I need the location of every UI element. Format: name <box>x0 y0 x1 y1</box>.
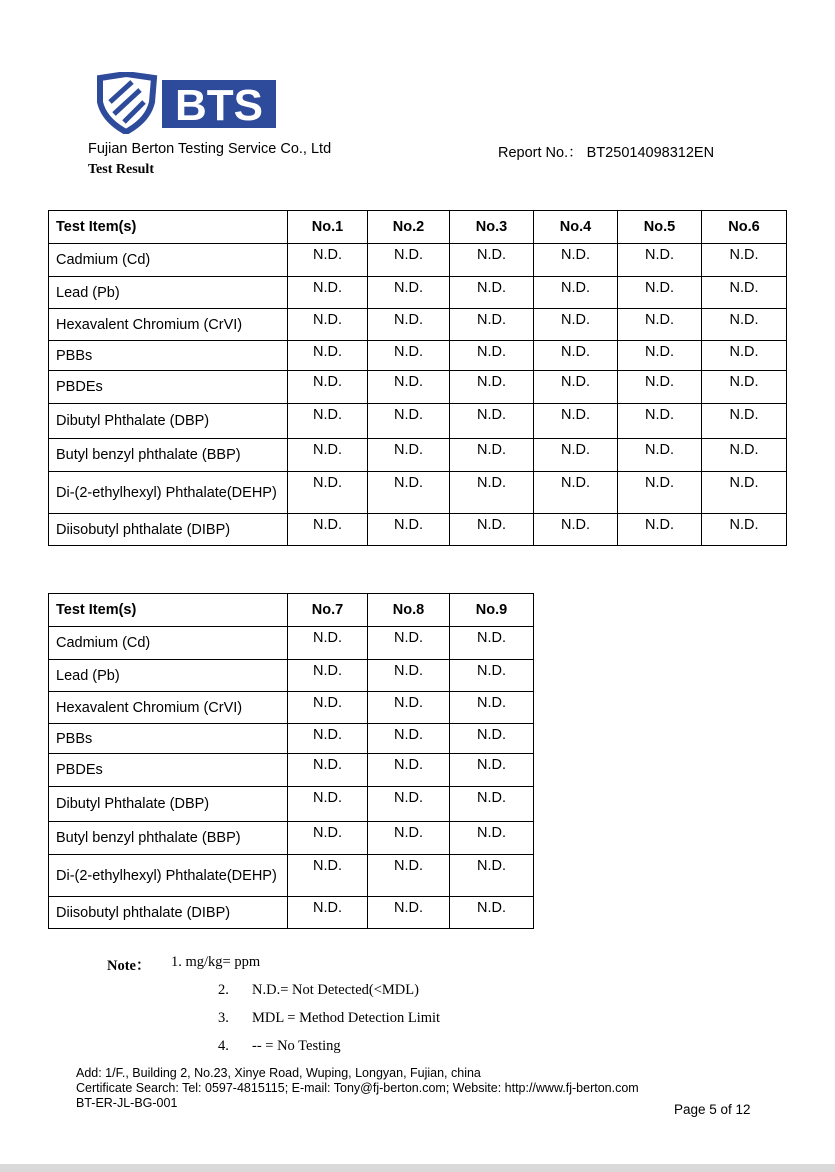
table-row <box>49 472 787 514</box>
column-header-item: Test Item(s) <box>49 211 288 244</box>
table-row <box>49 692 534 724</box>
bts-logo <box>96 72 276 134</box>
result-cell: N.D. <box>618 341 702 371</box>
result-cell: N.D. <box>534 472 618 514</box>
test-item-cell: Lead (Pb) <box>49 660 288 692</box>
result-cell: N.D. <box>534 404 618 439</box>
note-3: MDL = Method Detection Limit <box>252 1010 441 1026</box>
result-cell: N.D. <box>702 514 787 546</box>
result-cell: N.D. <box>288 724 368 754</box>
column-header-sample: No.1 <box>288 211 368 244</box>
result-cell: N.D. <box>450 787 534 822</box>
result-cell: N.D. <box>368 787 450 822</box>
result-cell: N.D. <box>450 472 534 514</box>
note-label: Note： <box>107 958 151 974</box>
result-cell: N.D. <box>534 371 618 404</box>
result-cell: N.D. <box>368 514 450 546</box>
result-cell: N.D. <box>368 692 450 724</box>
result-cell: N.D. <box>288 692 368 724</box>
note-2: N.D.= Not Detected(<MDL) <box>252 982 419 998</box>
test-item-cell: Di-(2-ethylhexyl) Phthalate(DEHP) <box>49 855 288 897</box>
result-cell: N.D. <box>450 754 534 787</box>
result-cell: N.D. <box>450 244 534 277</box>
result-cell: N.D. <box>450 627 534 660</box>
result-cell: N.D. <box>368 371 450 404</box>
result-cell: N.D. <box>618 404 702 439</box>
result-cell: N.D. <box>534 277 618 309</box>
result-cell: N.D. <box>288 822 368 855</box>
column-header-sample: No.4 <box>534 211 618 244</box>
result-cell: N.D. <box>288 404 368 439</box>
table-row <box>49 341 787 371</box>
company-name: Fujian Berton Testing Service Co., Ltd <box>88 141 332 157</box>
test-item-cell: Dibutyl Phthalate (DBP) <box>49 404 288 439</box>
result-cell: N.D. <box>288 439 368 472</box>
table-row <box>49 371 787 404</box>
result-cell: N.D. <box>450 371 534 404</box>
report-label: Report No.： <box>498 145 583 161</box>
result-cell: N.D. <box>534 341 618 371</box>
result-cell: N.D. <box>288 309 368 341</box>
result-cell: N.D. <box>618 371 702 404</box>
result-cell: N.D. <box>534 514 618 546</box>
test-item-cell: Lead (Pb) <box>49 277 288 309</box>
test-item-cell: PBBs <box>49 341 288 371</box>
table-row <box>49 754 534 787</box>
result-cell: N.D. <box>288 627 368 660</box>
result-cell: N.D. <box>288 472 368 514</box>
result-cell: N.D. <box>618 309 702 341</box>
column-header-sample: No.7 <box>288 594 368 627</box>
test-item-cell: Butyl benzyl phthalate (BBP) <box>49 822 288 855</box>
test-item-cell: Cadmium (Cd) <box>49 627 288 660</box>
table-row <box>49 724 534 754</box>
svg-text:BTS: BTS <box>175 81 263 130</box>
result-cell: N.D. <box>368 277 450 309</box>
result-cell: N.D. <box>368 754 450 787</box>
test-item-cell: Di-(2-ethylhexyl) Phthalate(DEHP) <box>49 472 288 514</box>
result-cell: N.D. <box>288 514 368 546</box>
result-cell: N.D. <box>450 514 534 546</box>
result-cell: N.D. <box>618 472 702 514</box>
column-header-sample: No.9 <box>450 594 534 627</box>
result-cell: N.D. <box>288 754 368 787</box>
table-row <box>49 277 787 309</box>
column-header-sample: No.3 <box>450 211 534 244</box>
test-item-cell: Hexavalent Chromium (CrVI) <box>49 309 288 341</box>
test-item-cell: Dibutyl Phthalate (DBP) <box>49 787 288 822</box>
result-cell: N.D. <box>618 244 702 277</box>
result-cell: N.D. <box>450 855 534 897</box>
result-cell: N.D. <box>702 277 787 309</box>
test-item-cell: Diisobutyl phthalate (DIBP) <box>49 897 288 929</box>
result-cell: N.D. <box>450 309 534 341</box>
note-2-number: 2. <box>218 982 229 998</box>
table-row <box>49 404 787 439</box>
table-row <box>49 787 534 822</box>
result-cell: N.D. <box>288 277 368 309</box>
result-cell: N.D. <box>288 660 368 692</box>
result-cell: N.D. <box>702 341 787 371</box>
result-cell: N.D. <box>368 439 450 472</box>
column-header-sample: No.2 <box>368 211 450 244</box>
table-row <box>49 822 534 855</box>
footer-contact: Certificate Search: Tel: 0597-4815115; E-mail: Tony@fj-berton.com; Website: http://www.fj-berton.com <box>76 1081 639 1095</box>
result-cell: N.D. <box>618 277 702 309</box>
result-cell: N.D. <box>288 787 368 822</box>
header-row <box>49 211 787 244</box>
report-number <box>498 141 714 162</box>
result-cell: N.D. <box>450 341 534 371</box>
result-cell: N.D. <box>534 439 618 472</box>
column-header-sample: No.6 <box>702 211 787 244</box>
result-cell: N.D. <box>368 309 450 341</box>
test-item-cell: Diisobutyl phthalate (DIBP) <box>49 514 288 546</box>
result-cell: N.D. <box>368 472 450 514</box>
test-item-cell: Hexavalent Chromium (CrVI) <box>49 692 288 724</box>
result-cell: N.D. <box>702 244 787 277</box>
result-cell: N.D. <box>368 660 450 692</box>
result-cell: N.D. <box>368 627 450 660</box>
test-item-cell: PBDEs <box>49 371 288 404</box>
column-header-sample: No.5 <box>618 211 702 244</box>
result-cell: N.D. <box>618 439 702 472</box>
result-cell: N.D. <box>702 439 787 472</box>
note-4: -- = No Testing <box>252 1038 341 1054</box>
table-row <box>49 309 787 341</box>
table-row <box>49 855 534 897</box>
result-cell: N.D. <box>368 855 450 897</box>
header-row <box>49 594 534 627</box>
results-table-1 <box>48 210 787 546</box>
table-row <box>49 660 534 692</box>
test-item-cell: Cadmium (Cd) <box>49 244 288 277</box>
result-cell: N.D. <box>702 472 787 514</box>
table-row <box>49 627 534 660</box>
note-4-number: 4. <box>218 1038 229 1054</box>
result-cell: N.D. <box>618 514 702 546</box>
column-header-sample: No.8 <box>368 594 450 627</box>
result-cell: N.D. <box>450 822 534 855</box>
result-cell: N.D. <box>288 371 368 404</box>
result-cell: N.D. <box>450 724 534 754</box>
result-cell: N.D. <box>702 371 787 404</box>
result-cell: N.D. <box>368 341 450 371</box>
result-cell: N.D. <box>450 660 534 692</box>
result-cell: N.D. <box>368 822 450 855</box>
result-cell: N.D. <box>288 855 368 897</box>
result-cell: N.D. <box>368 897 450 929</box>
test-item-cell: PBBs <box>49 724 288 754</box>
table-row <box>49 439 787 472</box>
result-cell: N.D. <box>450 439 534 472</box>
note-3-number: 3. <box>218 1010 229 1026</box>
result-cell: N.D. <box>702 309 787 341</box>
test-item-cell: Butyl benzyl phthalate (BBP) <box>49 439 288 472</box>
page-bottom-edge <box>0 1164 835 1172</box>
result-cell: N.D. <box>702 404 787 439</box>
report-value: BT25014098312EN <box>586 145 715 161</box>
section-title: Test Result <box>88 162 154 177</box>
column-header-item: Test Item(s) <box>49 594 288 627</box>
result-cell: N.D. <box>450 404 534 439</box>
result-cell: N.D. <box>450 897 534 929</box>
result-cell: N.D. <box>450 277 534 309</box>
result-cell: N.D. <box>288 341 368 371</box>
result-cell: N.D. <box>288 897 368 929</box>
footer-address: Add: 1/F., Building 2, No.23, Xinye Road, Wuping, Longyan, Fujian, china <box>76 1066 481 1080</box>
result-cell: N.D. <box>534 244 618 277</box>
result-cell: N.D. <box>288 244 368 277</box>
results-table-2 <box>48 593 534 929</box>
result-cell: N.D. <box>450 692 534 724</box>
test-item-cell: PBDEs <box>49 754 288 787</box>
table-row <box>49 514 787 546</box>
page-number: Page 5 of 12 <box>674 1102 751 1117</box>
result-cell: N.D. <box>368 244 450 277</box>
table-row <box>49 244 787 277</box>
result-cell: N.D. <box>534 309 618 341</box>
result-cell: N.D. <box>368 404 450 439</box>
result-cell: N.D. <box>368 724 450 754</box>
footer-form-code: BT-ER-JL-BG-001 <box>76 1096 178 1110</box>
table-row <box>49 897 534 929</box>
note-1: 1. mg/kg= ppm <box>171 954 261 970</box>
